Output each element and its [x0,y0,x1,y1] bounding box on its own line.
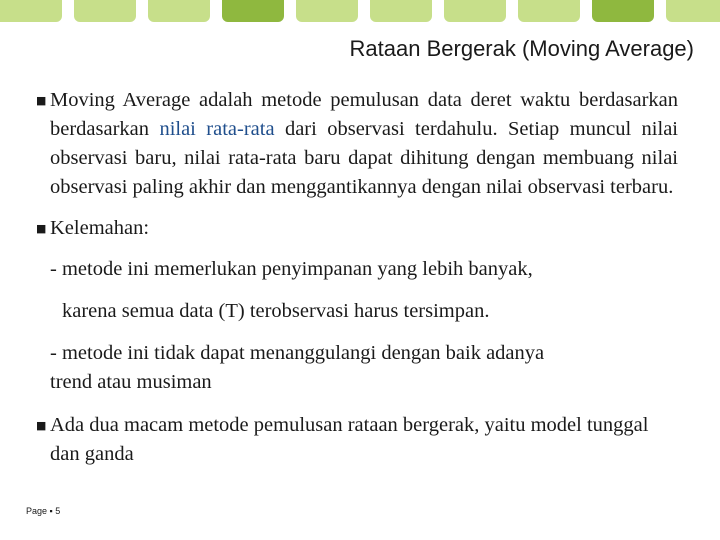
slide-title: Rataan Bergerak (Moving Average) [349,36,694,61]
decor-block [0,0,62,22]
decor-block [74,0,136,22]
decor-block [222,0,284,22]
decorative-header-bar [0,0,720,24]
weakness-1-line-2: karena semua data (T) terobservasi harus tersimpan. [62,300,490,322]
bullet-square-icon: ■ [36,419,47,432]
bullet-two-methods [36,411,678,469]
weakness-2-line-1: - metode ini tidak dapat menanggulangi dengan baik adanya [50,342,545,364]
slide-content [36,86,678,469]
kelemahan-label: Kelemahan: [50,217,150,239]
decor-block [370,0,432,22]
two-methods-text: Ada dua macam metode pemulusan rataan bergerak, yaitu model tunggal dan ganda [50,414,649,465]
weakness-1-line-1: - metode ini memerlukan penyimpanan yang lebih banyak, [50,258,533,280]
decor-block [148,0,210,22]
weakness-2-line-2: trend atau musiman [50,371,212,393]
page-number: Page ▪ 5 [26,506,61,516]
bullet-text-after: dari observasi terdahulu. Setiap muncul nilai observasi baru, nilai rata-rata baru dapat dihitung dengan membuang nilai observasi paling akhir dan menggantikannya dengan nilai observasi terbaru. [50,118,678,198]
decor-block [518,0,580,22]
decor-block [666,0,720,22]
bullet-moving-average-definition [36,86,678,202]
highlight-nilai-rata-rata: nilai rata-rata [159,118,275,140]
decor-block [444,0,506,22]
decor-block [296,0,358,22]
decor-block [592,0,654,22]
bullet-square-icon: ■ [36,94,47,107]
bullet-kelemahan [36,214,678,243]
bullet-square-icon: ■ [36,222,47,235]
bullet-text-before: Moving Average adalah metode pemulusan data deret waktu berdasarkan berdasarkan [50,89,678,140]
